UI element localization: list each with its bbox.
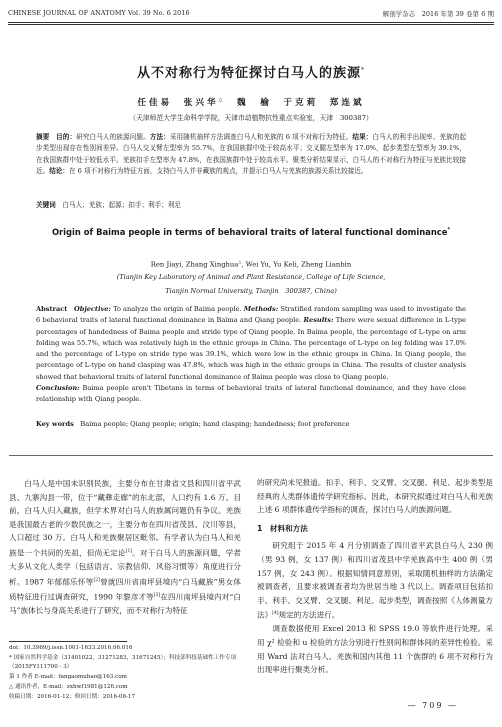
authors-en: Ren Jiayi, Zhang Xinghua△, Wei Yu, Yu Keli, Zheng Lianbin	[150, 259, 352, 269]
footnote-corresponding: △ 通讯作者，E-mail：zxhwf1981@126.com	[9, 684, 128, 690]
body-column-right: 的研究尚未见报道。扣手、利手、交叉臂、交叉腿、利足、起步类型是经典的人类群体遗传学研究指标。因此，本研究拟通过对白马人和羌族上述 6 项群体遗传学指标的调查，探讨白马人的族源问题。 1 材料和方法 研究组于 2015 年 4 月分别调查了四川省平武县白马人 230 例（男 93 例，女 137 例）和四川省茂县中学羌族高中生 400 例（男 157 例，女 243 例）。根据知情同意原则，采取随机抽样的方法确定被调查者，且要求被调查者均为世居当地 3 代以上。调查项目包括扣手、利手、交叉臂、交叉腿、利足、起步类型，调查按照《人体测量方法》[4]规定的方法进行。 调查数据使用 Excel 2013 和 SPSS 19.0 等软件进行处理。采用 χ² 检验和 u 检验的方法分别进行性别间和群体间的差异性检验。采用 Ward 法对白马人、羌族和国内其他 11 个族群的 6 项不对称行为出现率进行聚类分析。	[257, 478, 493, 675]
footnote-dates: 收稿日期：2016-01-12；修回日期：2016-08-17	[9, 694, 136, 700]
footnote-rule	[9, 641, 127, 642]
keywords-cn: 关键词 白马人；羌族；起源；扣手；利手；利足	[36, 201, 182, 209]
section-heading-materials: 1 材料和方法	[257, 523, 308, 533]
header-rule	[8, 22, 494, 23]
journal-name-en: CHINESE JOURNAL OF ANATOMY Vol. 39 No. 6 2016	[8, 9, 190, 17]
article-title-en: Origin of Baima people in terms of behavioral traits of lateral functional dominance*	[51, 227, 451, 237]
affiliation-cn: （天津师范大学生命科学学院，天津市动植物抗性重点实验室，天津 300387）	[129, 114, 373, 122]
affiliation-en-line2: Tianjin Normal University, Tianjin 300387, China)	[165, 287, 337, 295]
header-rule-2	[8, 24, 494, 25]
footnote-first-author: 第 1 作者 E-mail：fangaomubao@163.com	[9, 674, 127, 680]
footnote-doi: doi：10.3969/j.issn.1001-1633.2016.06.016	[9, 645, 133, 651]
body-column-left: 白马人是中国未识别民族，主要分布在甘肃省文县和四川省平武县、九寨沟县一带，位于“藏彝走廊”的东北部，人口约有 1.6 万。目前，白马人归入藏族，但学术界对白马人的族属问题仍有争议。羌族是我国最古老的少数民族之一，主要分布在四川省茂县、汶川等县，人口超过 30 万。白马人和羌族聚居区毗邻。有学者认为白马人和羌族是一个共同的先祖，但尚无定论[1]。对于白马人的族源问题，学者大多从文化人类学（包括语言、宗教信仰、风俗习惯等）角度进行分析。1987 年郁郁乐怀等[2]曾就四川省南坪县境内“白马藏族”男女体质特征进行过调查研究，1990 年黎彦才等[3]在四川南坪县境内对“白马”族体长与身高关系进行了研究，而不对称行为特征	[9, 479, 241, 615]
abstract-cn: 摘要 目的：研究白马人的族源问题。方法：采用随机抽样方法调查白马人和羌族的 6 项不对称行为特征。结果：白马人的利手出现率、羌族的起步类型出现存在性别间差异。白马人交叉臂左型率为 55.7%，在我国族群中处于较高水平；交叉腿左型率为 17.0%，起步类型左型率为 39.1%，在我国族群中处于较低水平。羌族扣手左型率为 47.8%，在我国族群中处于较高水平。聚类分析结果显示，白马人的不对称行为特征与羌族比较接近。结论：在 6 项不对称行为特征方面，支持白马人并非藏族的观点，并提示白马人与羌族的族源关系比较接近。	[36, 133, 467, 175]
article-title-cn: 从不对称行为特征探讨白马人的族源*	[136, 66, 365, 81]
running-header	[8, 9, 494, 21]
abstract-en: Abstract Objective: To analyze the origin of Baima people. Methods: Stratified random sampling was used to investigate the 6 behavioral traits of lateral functional dominance in Baima and Qiang people. Results: There were sexual difference in L-type percentages of handedness of Baima people and stride type of Qiang people. In Baima people, the percentage of L-type on arm folding was 55.7%, which was relatively high in the ethnic groups in China. The percentage of L-type on leg folding was 17.0% and the percentage of L-type on stride type was 39.1%, which were low in the ethnic groups in China. In Qiang people, the percentage of L-type on hand clasping was 47.8%, which was high in the ethnic groups in China. The results of cluster analysis showed that behavioral traits of lateral functional dominance of Baima people was close to Qiang people. Conclusion: Baima people aren't Tibetans in terms of behavioral traits of lateral functional dominance, and they have close relationship with Qiang people.	[36, 305, 466, 404]
footnote-fund: * 国家自然科学基金（31401022，31271283，31671245）；科技部科技基础性工作专项（2015FY111700 - 3）	[9, 655, 237, 671]
page-number: — 709 —	[407, 701, 458, 710]
affiliation-en-line1: (Tianjin Key Laboratory of Animal and Plant Resistance, College of Life Science,	[116, 273, 386, 281]
abstract-separator	[9, 455, 493, 456]
journal-name-cn: 解剖学杂志 2016 年第 39 卷第 6 期	[382, 10, 494, 18]
authors-cn: 任佳易 张兴华△ 魏 榆 于克莉 郑连斌	[137, 97, 365, 108]
keywords-en: Key words Baima people; Qiang people; origin; hand clasping; handedness; foot preference	[36, 420, 350, 428]
